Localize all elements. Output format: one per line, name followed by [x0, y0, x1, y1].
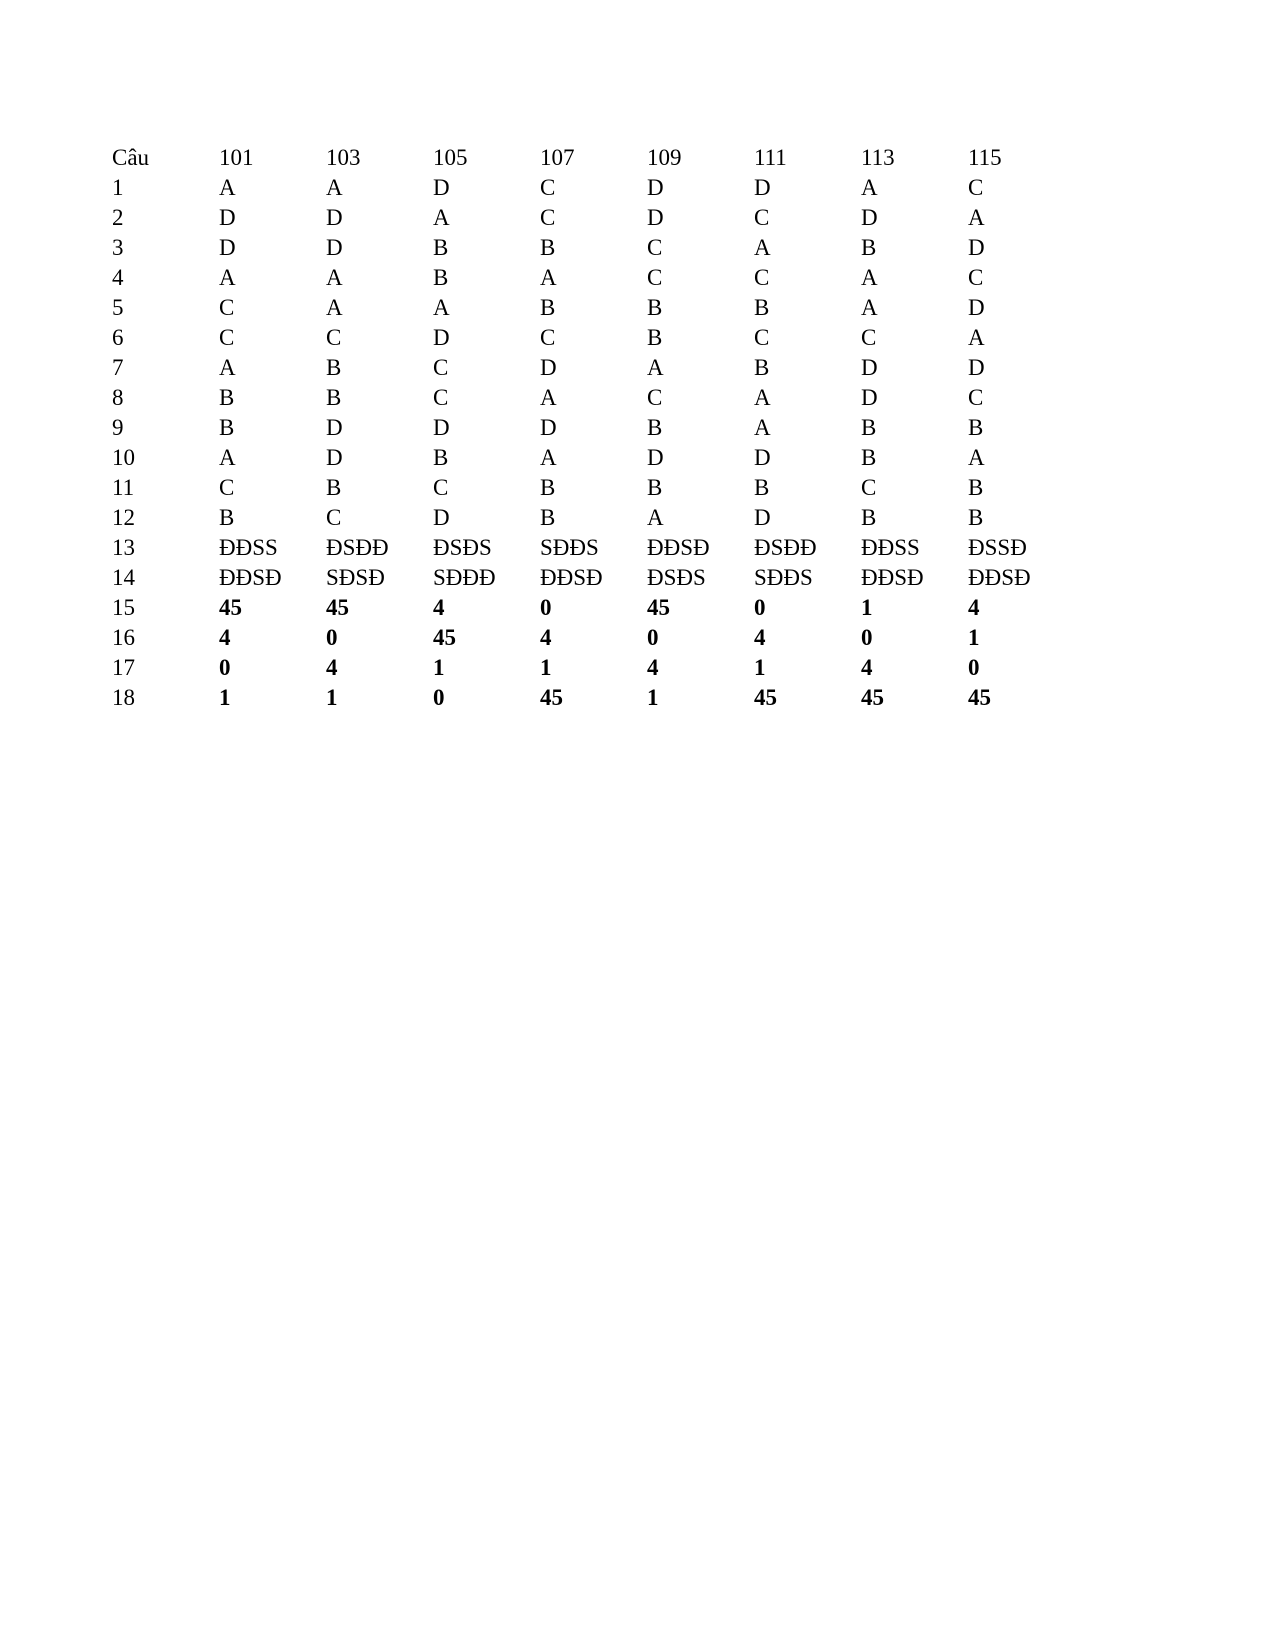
answer-cell: A: [326, 175, 343, 200]
question-number-cell: 10: [112, 445, 135, 470]
answer-cell: B: [968, 415, 984, 440]
answer-cell: B: [754, 475, 770, 500]
answer-cell: ĐĐSĐ: [968, 565, 1031, 590]
answer-cell: 4: [219, 625, 231, 650]
answer-cell: D: [433, 415, 450, 440]
answer-cell: C: [433, 385, 449, 410]
answer-cell: A: [861, 295, 878, 320]
answer-cell: B: [219, 385, 235, 410]
header-row: [112, 143, 1075, 173]
answer-cell: A: [968, 325, 985, 350]
answer-cell: B: [433, 235, 449, 260]
answer-cell: D: [433, 505, 450, 530]
table-row: [112, 653, 1075, 683]
answer-cell: 0: [540, 595, 552, 620]
answer-cell: C: [540, 175, 556, 200]
answer-cell: C: [219, 295, 235, 320]
answer-cell: A: [326, 265, 343, 290]
answer-cell: ĐSĐS: [647, 565, 706, 590]
answer-cell: ĐĐSĐ: [647, 535, 710, 560]
table-row: [112, 233, 1075, 263]
question-number-cell: 8: [112, 385, 124, 410]
header-cell-question: Câu: [112, 145, 150, 170]
question-number-cell: 3: [112, 235, 124, 260]
header-cell-code-113: 113: [861, 145, 895, 170]
answer-cell: 45: [326, 595, 349, 620]
answer-cell: B: [326, 475, 342, 500]
answer-cell: B: [754, 295, 770, 320]
answer-cell: 0: [861, 625, 873, 650]
question-number-cell: 11: [112, 475, 135, 500]
answer-cell: D: [326, 235, 343, 260]
answer-cell: 0: [968, 655, 980, 680]
header-cell-code-101: 101: [219, 145, 254, 170]
answer-cell: C: [326, 505, 342, 530]
answer-cell: D: [968, 355, 985, 380]
answer-cell: 45: [754, 685, 777, 710]
answer-cell: A: [861, 265, 878, 290]
answer-cell: D: [754, 175, 771, 200]
answer-cell: B: [754, 355, 770, 380]
answer-cell: D: [861, 355, 878, 380]
answer-cell: 0: [326, 625, 338, 650]
answer-cell: ĐSĐĐ: [754, 535, 817, 560]
answer-cell: A: [647, 505, 664, 530]
answer-cell: 4: [540, 625, 552, 650]
answer-cell: D: [540, 415, 557, 440]
question-number-cell: 17: [112, 655, 135, 680]
answer-cell: ĐĐSS: [861, 535, 920, 560]
answer-cell: 1: [540, 655, 552, 680]
question-number-cell: 15: [112, 595, 135, 620]
answer-cell: ĐĐSĐ: [219, 565, 282, 590]
answer-cell: 1: [326, 685, 338, 710]
answer-cell: A: [968, 445, 985, 470]
table-row: [112, 173, 1075, 203]
answer-cell: 4: [968, 595, 980, 620]
table-row: [112, 323, 1075, 353]
answer-cell: B: [647, 415, 663, 440]
answer-cell: A: [754, 415, 771, 440]
answer-cell: B: [647, 475, 663, 500]
table-row: [112, 353, 1075, 383]
answer-cell: 1: [433, 655, 445, 680]
answer-cell: 0: [647, 625, 659, 650]
table-row: [112, 443, 1075, 473]
answer-cell: D: [433, 175, 450, 200]
answer-cell: C: [219, 475, 235, 500]
answer-cell: B: [861, 235, 877, 260]
question-number-cell: 5: [112, 295, 124, 320]
answer-cell: A: [540, 265, 557, 290]
answer-cell: A: [540, 385, 557, 410]
answer-cell: 4: [326, 655, 338, 680]
answer-cell: 45: [433, 625, 456, 650]
header-cell-code-105: 105: [433, 145, 468, 170]
table-row: [112, 503, 1075, 533]
answer-cell: C: [540, 205, 556, 230]
question-number-cell: 6: [112, 325, 124, 350]
answer-cell: C: [647, 385, 663, 410]
table-row: [112, 593, 1075, 623]
answer-cell: B: [647, 325, 663, 350]
answer-cell: B: [861, 445, 877, 470]
answer-cell: C: [968, 175, 984, 200]
answer-cell: B: [647, 295, 663, 320]
question-number-cell: 1: [112, 175, 124, 200]
table-row: [112, 203, 1075, 233]
table-row: [112, 473, 1075, 503]
table-row: [112, 623, 1075, 653]
answer-cell: B: [326, 385, 342, 410]
answer-cell: 4: [861, 655, 873, 680]
answer-cell: A: [326, 295, 343, 320]
answer-cell: A: [861, 175, 878, 200]
answer-cell: B: [540, 475, 556, 500]
answer-cell: B: [433, 445, 449, 470]
answer-cell: B: [861, 505, 877, 530]
answer-cell: D: [326, 445, 343, 470]
answer-cell: B: [968, 475, 984, 500]
answer-cell: C: [647, 265, 663, 290]
answer-cell: D: [219, 205, 236, 230]
question-number-cell: 14: [112, 565, 135, 590]
answer-cell: B: [540, 505, 556, 530]
answer-cell: SĐĐĐ: [433, 565, 496, 590]
answer-cell: C: [968, 385, 984, 410]
answer-cell: B: [326, 355, 342, 380]
question-number-cell: 16: [112, 625, 135, 650]
table-row: [112, 563, 1075, 593]
answer-cell: 4: [433, 595, 445, 620]
answer-cell: 0: [754, 595, 766, 620]
answer-cell: ĐĐSĐ: [861, 565, 924, 590]
answer-cell: C: [647, 235, 663, 260]
answer-cell: A: [219, 445, 236, 470]
answer-cell: A: [754, 235, 771, 260]
header-cell-code-115: 115: [968, 145, 1002, 170]
answer-cell: C: [433, 355, 449, 380]
question-number-cell: 4: [112, 265, 124, 290]
answer-cell: 1: [219, 685, 231, 710]
answer-cell: D: [968, 295, 985, 320]
table-row: [112, 383, 1075, 413]
answer-cell: B: [540, 235, 556, 260]
answer-cell: A: [754, 385, 771, 410]
answer-cell: C: [433, 475, 449, 500]
answer-cell: 45: [968, 685, 991, 710]
answer-cell: ĐSSĐ: [968, 535, 1027, 560]
answer-cell: B: [433, 265, 449, 290]
answer-cell: A: [219, 355, 236, 380]
answer-cell: ĐSĐS: [433, 535, 492, 560]
answer-cell: D: [219, 235, 236, 260]
answer-cell: D: [754, 505, 771, 530]
answer-cell: 1: [647, 685, 659, 710]
table-row: [112, 533, 1075, 563]
answer-cell: A: [433, 295, 450, 320]
header-cell-code-103: 103: [326, 145, 361, 170]
answer-cell: A: [219, 175, 236, 200]
answer-cell: ĐĐSĐ: [540, 565, 603, 590]
answer-cell: C: [540, 325, 556, 350]
answer-cell: D: [647, 175, 664, 200]
answer-cell: C: [754, 205, 770, 230]
answer-cell: A: [540, 445, 557, 470]
answer-cell: SĐĐS: [540, 535, 599, 560]
answer-cell: D: [326, 415, 343, 440]
answer-cell: D: [326, 205, 343, 230]
question-number-cell: 7: [112, 355, 124, 380]
answer-cell: D: [540, 355, 557, 380]
header-cell-code-109: 109: [647, 145, 682, 170]
question-number-cell: 12: [112, 505, 135, 530]
answer-cell: 4: [647, 655, 659, 680]
answer-cell: C: [968, 265, 984, 290]
answer-cell: D: [861, 385, 878, 410]
answer-cell: B: [540, 295, 556, 320]
table-row: [112, 263, 1075, 293]
header-cell-code-111: 111: [754, 145, 787, 170]
answer-cell: 0: [433, 685, 445, 710]
question-number-cell: 18: [112, 685, 135, 710]
answer-cell: 0: [219, 655, 231, 680]
answer-cell: D: [647, 205, 664, 230]
answer-cell: C: [861, 325, 877, 350]
answer-cell: D: [861, 205, 878, 230]
question-number-cell: 9: [112, 415, 124, 440]
answer-cell: A: [968, 205, 985, 230]
answer-cell: C: [326, 325, 342, 350]
answer-cell: B: [219, 505, 235, 530]
answer-cell: A: [647, 355, 664, 380]
answer-cell: D: [647, 445, 664, 470]
question-number-cell: 2: [112, 205, 124, 230]
answer-cell: C: [754, 325, 770, 350]
answer-cell: A: [219, 265, 236, 290]
table-row: [112, 293, 1075, 323]
answer-cell: 4: [754, 625, 766, 650]
answer-cell: 1: [754, 655, 766, 680]
answer-cell: 45: [861, 685, 884, 710]
question-number-cell: 13: [112, 535, 135, 560]
answer-cell: B: [968, 505, 984, 530]
answer-cell: D: [968, 235, 985, 260]
answer-cell: SĐSĐ: [326, 565, 385, 590]
table-row: [112, 413, 1075, 443]
answer-cell: 1: [968, 625, 980, 650]
answer-cell: B: [219, 415, 235, 440]
answer-cell: 45: [219, 595, 242, 620]
answer-cell: C: [861, 475, 877, 500]
answer-cell: 45: [647, 595, 670, 620]
answer-cell: A: [433, 205, 450, 230]
answer-cell: ĐSĐĐ: [326, 535, 389, 560]
answer-cell: D: [433, 325, 450, 350]
answer-cell: C: [219, 325, 235, 350]
answer-cell: SĐĐS: [754, 565, 813, 590]
table-row: [112, 683, 1075, 713]
answer-cell: C: [754, 265, 770, 290]
answer-cell: B: [861, 415, 877, 440]
answer-cell: D: [754, 445, 771, 470]
answer-cell: 45: [540, 685, 563, 710]
header-cell-code-107: 107: [540, 145, 575, 170]
answer-key-body: [112, 143, 1075, 713]
answer-cell: ĐĐSS: [219, 535, 278, 560]
answer-cell: 1: [861, 595, 873, 620]
answer-key-table: [112, 143, 1075, 713]
